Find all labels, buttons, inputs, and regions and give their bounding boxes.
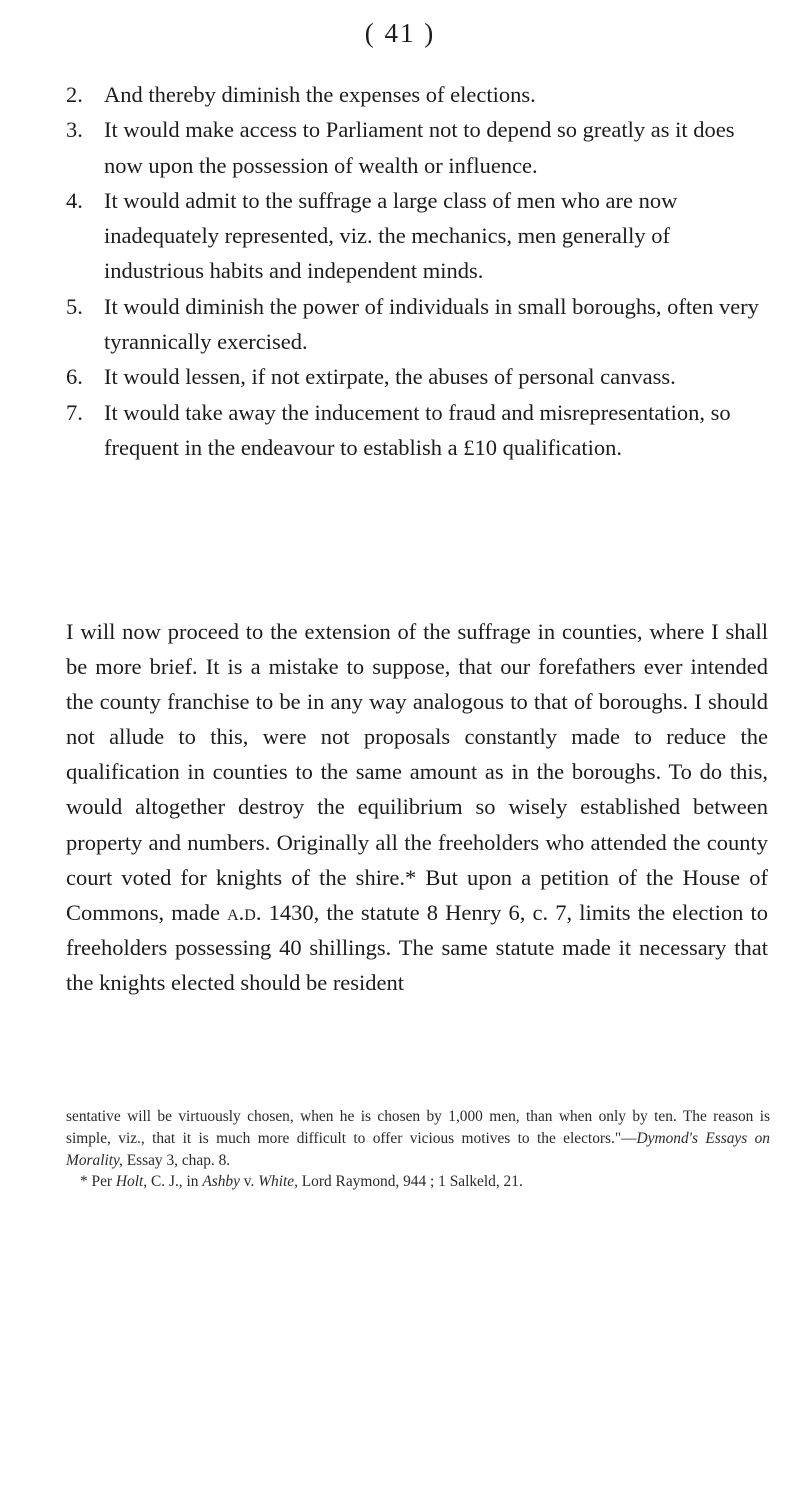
list-item-text: It would admit to the suffrage a large class of men who are now inadequately represented, viz. the mechanics, men generally of industrious habits and independent minds. — [104, 187, 678, 284]
footnote-continued — [66, 1106, 770, 1171]
list-item-number: 6. — [66, 364, 83, 390]
footnote-judge: Holt, — [115, 1173, 148, 1191]
list-item-text: And thereby diminish the expenses of elections. — [104, 82, 536, 107]
list-item-number: 2. — [66, 82, 83, 107]
footnote-citation-title: Dymond's Essays on Morality, — [66, 1129, 770, 1169]
list-item-text: It would take away the inducement to fraud and misrepresentation, so frequent in the endeavour to establish a £10 qualification. — [104, 399, 731, 460]
footnotes — [66, 1106, 770, 1193]
footnote-citation-end: Essay 3, chap. 8. — [122, 1151, 231, 1169]
footnote-party-2: White, — [258, 1173, 298, 1191]
page-number: ( 41 ) — [364, 18, 436, 48]
list-item-text: It would make access to Parliament not to depend so greatly as it does now upon the possession of wealth or influence. — [104, 117, 735, 178]
list-item — [66, 395, 766, 466]
footnote-text: Lord Raymond, 944 ; 1 Salkeld, 21. — [297, 1173, 523, 1191]
list-item-number: 4. — [66, 187, 83, 213]
paragraph-text-part2: 1430, the statute 8 Henry 6, c. 7, limits the election to freeholders possessing 40 shillings. The same statute made it necessary that the knights elected should be resident — [66, 899, 768, 995]
body-paragraph — [66, 614, 768, 1000]
footnote-continued-text: sentative will be virtuously chosen, when he is chosen by 1,000 men, than when only by ten. The reason is simple, viz., that it is much more difficult to offer vicious motives to the electors."— — [66, 1108, 770, 1147]
numbered-list — [66, 77, 766, 465]
list-item — [66, 112, 766, 183]
list-item-text: It would lessen, if not extirpate, the abuses of personal canvass. — [104, 364, 676, 390]
list-item — [66, 289, 766, 360]
list-item-number: 3. — [66, 117, 83, 143]
footnote-text: v. — [239, 1173, 259, 1191]
footnote-party-1: Ashby — [202, 1173, 240, 1191]
footnote-text: C. J., in — [147, 1173, 203, 1191]
list-item — [66, 183, 766, 289]
list-item-number: 7. — [66, 399, 83, 425]
anno-domini: a.d. — [227, 899, 262, 925]
footnote-star — [66, 1171, 770, 1193]
list-item — [66, 77, 766, 112]
footnote-marker: * Per — [80, 1173, 116, 1191]
list-item-number: 5. — [66, 293, 83, 319]
list-item — [66, 359, 766, 394]
list-item-text: It would diminish the power of individuals in small boroughs, often very tyrannically exercised. — [104, 293, 759, 355]
paragraph-text-part1: I will now proceed to the extension of the suffrage in counties, where I shall be more brief. It is a mistake to suppose, that our forefathers ever intended the county franchise to be in any way analogous to that of boroughs. I should not allude to this, were not proposals constantly made to reduce the qualification in counties to the same amount as in the boroughs. To do this, would altogether destroy the equilibrium so wisely established between property and numbers. Originally all the freeholders who attended the county court voted for knights of the shire.* But upon a petition of the House of Commons, made — [66, 619, 768, 925]
